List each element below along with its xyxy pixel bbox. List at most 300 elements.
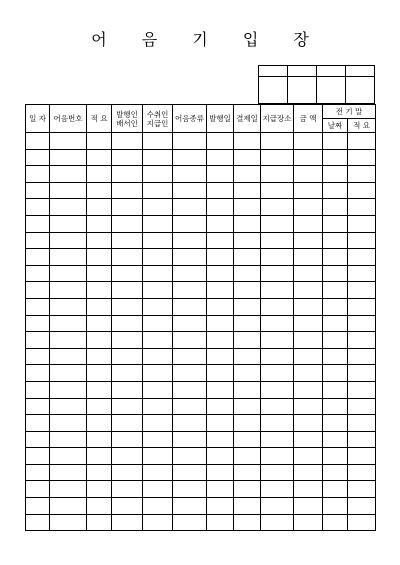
table-cell[interactable]	[234, 448, 261, 465]
table-cell[interactable]	[112, 514, 143, 531]
table-cell[interactable]	[348, 133, 376, 150]
table-cell[interactable]	[323, 514, 348, 531]
table-cell[interactable]	[261, 365, 294, 382]
table-cell[interactable]	[173, 182, 207, 199]
table-cell[interactable]	[173, 381, 207, 398]
table-cell[interactable]	[207, 182, 234, 199]
table-cell[interactable]	[323, 282, 348, 299]
table-cell[interactable]	[207, 215, 234, 232]
table-cell[interactable]	[261, 381, 294, 398]
table-cell[interactable]	[348, 332, 376, 349]
table-cell[interactable]	[348, 514, 376, 531]
table-cell[interactable]	[234, 514, 261, 531]
table-cell[interactable]	[261, 348, 294, 365]
table-cell[interactable]	[294, 282, 323, 299]
table-cell[interactable]	[50, 415, 87, 432]
table-cell[interactable]	[207, 282, 234, 299]
table-cell[interactable]	[26, 265, 50, 282]
table-cell[interactable]	[294, 398, 323, 415]
table-cell[interactable]	[234, 315, 261, 332]
table-cell[interactable]	[50, 514, 87, 531]
table-cell[interactable]	[323, 498, 348, 515]
table-cell[interactable]	[87, 298, 112, 315]
table-cell[interactable]	[294, 481, 323, 498]
table-cell[interactable]	[143, 149, 173, 166]
table-cell[interactable]	[112, 415, 143, 432]
table-cell[interactable]	[50, 431, 87, 448]
table-cell[interactable]	[50, 332, 87, 349]
table-cell[interactable]	[173, 199, 207, 216]
table-cell[interactable]	[112, 133, 143, 150]
table-cell[interactable]	[143, 498, 173, 515]
table-cell[interactable]	[50, 398, 87, 415]
table-cell[interactable]	[207, 365, 234, 382]
table-cell[interactable]	[261, 265, 294, 282]
table-cell[interactable]	[143, 448, 173, 465]
table-cell[interactable]	[207, 498, 234, 515]
table-cell[interactable]	[26, 182, 50, 199]
table-cell[interactable]	[112, 249, 143, 266]
table-cell[interactable]	[234, 166, 261, 183]
table-cell[interactable]	[348, 265, 376, 282]
table-row	[26, 315, 376, 332]
table-cell[interactable]	[143, 282, 173, 299]
table-cell[interactable]	[26, 381, 50, 398]
table-cell[interactable]	[261, 464, 294, 481]
table-cell[interactable]	[87, 448, 112, 465]
table-cell[interactable]	[173, 298, 207, 315]
table-cell[interactable]	[294, 448, 323, 465]
table-cell[interactable]	[294, 215, 323, 232]
table-cell[interactable]	[323, 265, 348, 282]
table-cell[interactable]	[261, 215, 294, 232]
table-cell[interactable]	[26, 365, 50, 382]
table-cell[interactable]	[26, 431, 50, 448]
table-cell[interactable]	[294, 182, 323, 199]
approval-cell[interactable]	[317, 77, 346, 104]
table-cell[interactable]	[207, 481, 234, 498]
table-cell[interactable]	[143, 481, 173, 498]
table-cell[interactable]	[348, 199, 376, 216]
table-cell[interactable]	[26, 249, 50, 266]
table-cell[interactable]	[26, 315, 50, 332]
table-cell[interactable]	[112, 199, 143, 216]
table-cell[interactable]	[143, 298, 173, 315]
table-cell[interactable]	[26, 398, 50, 415]
table-cell[interactable]	[323, 199, 348, 216]
table-cell[interactable]	[173, 431, 207, 448]
table-cell[interactable]	[173, 481, 207, 498]
table-cell[interactable]	[261, 498, 294, 515]
table-cell[interactable]	[294, 133, 323, 150]
table-cell[interactable]	[207, 232, 234, 249]
table-cell[interactable]	[87, 415, 112, 432]
table-cell[interactable]	[87, 332, 112, 349]
table-cell[interactable]	[173, 232, 207, 249]
table-cell[interactable]	[234, 481, 261, 498]
table-cell[interactable]	[143, 381, 173, 398]
table-cell[interactable]	[26, 199, 50, 216]
table-cell[interactable]	[261, 315, 294, 332]
table-cell[interactable]	[112, 464, 143, 481]
table-cell[interactable]	[261, 133, 294, 150]
table-cell[interactable]	[294, 249, 323, 266]
table-cell[interactable]	[87, 481, 112, 498]
table-cell[interactable]	[234, 282, 261, 299]
table-cell[interactable]	[323, 332, 348, 349]
table-cell[interactable]	[143, 315, 173, 332]
table-cell[interactable]	[323, 182, 348, 199]
table-cell[interactable]	[143, 514, 173, 531]
table-cell[interactable]	[112, 265, 143, 282]
table-cell[interactable]	[87, 265, 112, 282]
table-cell[interactable]	[348, 381, 376, 398]
table-cell[interactable]	[143, 232, 173, 249]
table-cell[interactable]	[207, 166, 234, 183]
approval-cell[interactable]	[346, 66, 375, 77]
table-cell[interactable]	[87, 232, 112, 249]
table-cell[interactable]	[173, 514, 207, 531]
table-cell[interactable]	[143, 348, 173, 365]
table-cell[interactable]	[112, 215, 143, 232]
table-cell[interactable]	[87, 215, 112, 232]
table-cell[interactable]	[112, 381, 143, 398]
table-cell[interactable]	[234, 215, 261, 232]
table-cell[interactable]	[112, 398, 143, 415]
table-cell[interactable]	[26, 332, 50, 349]
table-cell[interactable]	[87, 199, 112, 216]
table-cell[interactable]	[323, 215, 348, 232]
table-cell[interactable]	[87, 149, 112, 166]
table-cell[interactable]	[50, 282, 87, 299]
table-cell[interactable]	[294, 232, 323, 249]
table-cell[interactable]	[323, 398, 348, 415]
table-cell[interactable]	[26, 215, 50, 232]
table-cell[interactable]	[234, 398, 261, 415]
table-cell[interactable]	[348, 315, 376, 332]
table-row	[26, 133, 376, 150]
table-cell[interactable]	[50, 182, 87, 199]
table-cell[interactable]	[50, 149, 87, 166]
table-cell[interactable]	[112, 481, 143, 498]
table-cell[interactable]	[234, 182, 261, 199]
table-cell[interactable]	[26, 298, 50, 315]
table-cell[interactable]	[173, 448, 207, 465]
table-cell[interactable]	[261, 431, 294, 448]
table-cell[interactable]	[143, 415, 173, 432]
table-cell[interactable]	[323, 298, 348, 315]
table-cell[interactable]	[26, 149, 50, 166]
table-cell[interactable]	[50, 199, 87, 216]
table-cell[interactable]	[50, 348, 87, 365]
table-cell[interactable]	[87, 464, 112, 481]
table-cell[interactable]	[207, 448, 234, 465]
table-cell[interactable]	[348, 282, 376, 299]
approval-cell[interactable]	[346, 77, 375, 104]
table-cell[interactable]	[143, 265, 173, 282]
table-cell[interactable]	[348, 232, 376, 249]
approval-cell[interactable]	[259, 77, 288, 104]
table-cell[interactable]	[87, 365, 112, 382]
table-cell[interactable]	[323, 448, 348, 465]
table-cell[interactable]	[26, 232, 50, 249]
table-cell[interactable]	[323, 232, 348, 249]
table-cell[interactable]	[348, 431, 376, 448]
table-cell[interactable]	[261, 514, 294, 531]
table-cell[interactable]	[234, 381, 261, 398]
table-cell[interactable]	[348, 182, 376, 199]
table-cell[interactable]	[26, 514, 50, 531]
table-cell[interactable]	[294, 431, 323, 448]
table-cell[interactable]	[87, 348, 112, 365]
table-cell[interactable]	[323, 315, 348, 332]
table-cell[interactable]	[234, 332, 261, 349]
table-cell[interactable]	[294, 514, 323, 531]
table-cell[interactable]	[173, 332, 207, 349]
table-cell[interactable]	[348, 298, 376, 315]
table-cell[interactable]	[143, 166, 173, 183]
table-cell[interactable]	[323, 431, 348, 448]
table-cell[interactable]	[294, 348, 323, 365]
table-cell[interactable]	[323, 166, 348, 183]
table-cell[interactable]	[261, 232, 294, 249]
table-cell[interactable]	[207, 298, 234, 315]
table-cell[interactable]	[26, 133, 50, 150]
table-cell[interactable]	[87, 514, 112, 531]
table-cell[interactable]	[294, 464, 323, 481]
table-cell[interactable]	[173, 215, 207, 232]
table-cell[interactable]	[50, 464, 87, 481]
table-cell[interactable]	[143, 133, 173, 150]
approval-cell[interactable]	[317, 66, 346, 77]
table-cell[interactable]	[348, 464, 376, 481]
table-cell[interactable]	[87, 431, 112, 448]
table-cell[interactable]	[173, 315, 207, 332]
table-cell[interactable]	[173, 415, 207, 432]
table-cell[interactable]	[294, 265, 323, 282]
table-cell[interactable]	[294, 315, 323, 332]
table-cell[interactable]	[261, 415, 294, 432]
table-cell[interactable]	[234, 199, 261, 216]
table-cell[interactable]	[173, 149, 207, 166]
table-cell[interactable]	[294, 166, 323, 183]
table-cell[interactable]	[143, 215, 173, 232]
table-cell[interactable]	[261, 149, 294, 166]
table-cell[interactable]	[348, 498, 376, 515]
table-cell[interactable]	[261, 182, 294, 199]
table-cell[interactable]	[323, 481, 348, 498]
table-cell[interactable]	[87, 249, 112, 266]
approval-cell[interactable]	[288, 66, 317, 77]
table-cell[interactable]	[143, 249, 173, 266]
table-cell[interactable]	[234, 298, 261, 315]
table-cell[interactable]	[261, 481, 294, 498]
table-cell[interactable]	[348, 166, 376, 183]
table-cell[interactable]	[50, 166, 87, 183]
table-cell[interactable]	[207, 249, 234, 266]
table-cell[interactable]	[173, 348, 207, 365]
table-cell[interactable]	[323, 464, 348, 481]
table-cell[interactable]	[234, 365, 261, 382]
table-cell[interactable]	[348, 215, 376, 232]
table-cell[interactable]	[207, 133, 234, 150]
table-cell[interactable]	[50, 249, 87, 266]
table-cell[interactable]	[294, 498, 323, 515]
table-cell[interactable]	[294, 415, 323, 432]
table-cell[interactable]	[207, 464, 234, 481]
table-cell[interactable]	[87, 133, 112, 150]
table-cell[interactable]	[112, 282, 143, 299]
table-cell[interactable]	[143, 332, 173, 349]
table-cell[interactable]	[143, 182, 173, 199]
table-row	[26, 332, 376, 349]
table-cell[interactable]	[173, 365, 207, 382]
table-cell[interactable]	[294, 199, 323, 216]
table-cell[interactable]	[87, 282, 112, 299]
table-cell[interactable]	[348, 365, 376, 382]
table-cell[interactable]	[173, 398, 207, 415]
approval-cell[interactable]	[288, 77, 317, 104]
table-cell[interactable]	[173, 464, 207, 481]
table-cell[interactable]	[323, 365, 348, 382]
table-cell[interactable]	[207, 381, 234, 398]
table-cell[interactable]	[143, 464, 173, 481]
table-cell[interactable]	[26, 498, 50, 515]
table-cell[interactable]	[26, 282, 50, 299]
table-cell[interactable]	[323, 249, 348, 266]
table-cell[interactable]	[112, 498, 143, 515]
table-cell[interactable]	[112, 149, 143, 166]
table-cell[interactable]	[207, 514, 234, 531]
table-cell[interactable]	[50, 265, 87, 282]
table-cell[interactable]	[261, 282, 294, 299]
table-cell[interactable]	[234, 348, 261, 365]
table-cell[interactable]	[112, 448, 143, 465]
table-cell[interactable]	[261, 332, 294, 349]
table-cell[interactable]	[234, 149, 261, 166]
table-cell[interactable]	[50, 365, 87, 382]
table-cell[interactable]	[207, 332, 234, 349]
table-cell[interactable]	[348, 149, 376, 166]
table-cell[interactable]	[143, 199, 173, 216]
table-cell[interactable]	[261, 249, 294, 266]
table-cell[interactable]	[143, 431, 173, 448]
table-cell[interactable]	[87, 398, 112, 415]
table-cell[interactable]	[112, 315, 143, 332]
table-cell[interactable]	[207, 199, 234, 216]
table-cell[interactable]	[26, 448, 50, 465]
table-cell[interactable]	[50, 481, 87, 498]
table-cell[interactable]	[50, 448, 87, 465]
table-cell[interactable]	[173, 498, 207, 515]
table-cell[interactable]	[50, 381, 87, 398]
table-cell[interactable]	[207, 265, 234, 282]
table-cell[interactable]	[207, 315, 234, 332]
approval-cell[interactable]	[259, 66, 288, 77]
table-cell[interactable]	[50, 298, 87, 315]
table-cell[interactable]	[87, 498, 112, 515]
table-cell[interactable]	[207, 348, 234, 365]
table-cell[interactable]	[112, 365, 143, 382]
table-cell[interactable]	[50, 215, 87, 232]
table-cell[interactable]	[173, 133, 207, 150]
table-cell[interactable]	[348, 448, 376, 465]
table-cell[interactable]	[323, 415, 348, 432]
table-cell[interactable]	[26, 481, 50, 498]
table-cell[interactable]	[207, 398, 234, 415]
table-cell[interactable]	[323, 149, 348, 166]
table-cell[interactable]	[112, 348, 143, 365]
table-cell[interactable]	[207, 149, 234, 166]
table-cell[interactable]	[234, 133, 261, 150]
table-cell[interactable]	[348, 398, 376, 415]
table-cell[interactable]	[112, 298, 143, 315]
table-cell[interactable]	[173, 249, 207, 266]
table-cell[interactable]	[234, 415, 261, 432]
table-cell[interactable]	[234, 498, 261, 515]
table-cell[interactable]	[261, 398, 294, 415]
table-cell[interactable]	[50, 315, 87, 332]
table-cell[interactable]	[261, 298, 294, 315]
table-cell[interactable]	[234, 464, 261, 481]
table-cell[interactable]	[294, 381, 323, 398]
table-cell[interactable]	[26, 166, 50, 183]
table-cell[interactable]	[26, 348, 50, 365]
table-cell[interactable]	[143, 365, 173, 382]
table-cell[interactable]	[261, 166, 294, 183]
table-cell[interactable]	[348, 415, 376, 432]
table-cell[interactable]	[87, 315, 112, 332]
table-cell[interactable]	[112, 332, 143, 349]
table-cell[interactable]	[26, 464, 50, 481]
table-cell[interactable]	[348, 348, 376, 365]
table-cell[interactable]	[173, 282, 207, 299]
table-cell[interactable]	[207, 415, 234, 432]
table-cell[interactable]	[294, 332, 323, 349]
table-cell[interactable]	[50, 498, 87, 515]
table-cell[interactable]	[50, 232, 87, 249]
table-cell[interactable]	[112, 166, 143, 183]
table-cell[interactable]	[294, 365, 323, 382]
table-cell[interactable]	[323, 133, 348, 150]
table-cell[interactable]	[50, 133, 87, 150]
table-cell[interactable]	[112, 182, 143, 199]
table-cell[interactable]	[87, 381, 112, 398]
table-cell[interactable]	[87, 166, 112, 183]
table-cell[interactable]	[87, 182, 112, 199]
table-cell[interactable]	[173, 265, 207, 282]
table-cell[interactable]	[234, 265, 261, 282]
table-cell[interactable]	[234, 249, 261, 266]
table-cell[interactable]	[294, 149, 323, 166]
table-cell[interactable]	[348, 481, 376, 498]
table-cell[interactable]	[234, 431, 261, 448]
table-cell[interactable]	[173, 166, 207, 183]
table-cell[interactable]	[112, 232, 143, 249]
table-cell[interactable]	[348, 249, 376, 266]
table-cell[interactable]	[26, 415, 50, 432]
table-cell[interactable]	[323, 381, 348, 398]
table-cell[interactable]	[143, 398, 173, 415]
table-cell[interactable]	[261, 448, 294, 465]
table-cell[interactable]	[261, 199, 294, 216]
table-cell[interactable]	[294, 298, 323, 315]
table-cell[interactable]	[112, 431, 143, 448]
table-cell[interactable]	[323, 348, 348, 365]
col-completion-summary: 적 요	[348, 119, 376, 133]
table-cell[interactable]	[234, 232, 261, 249]
table-cell[interactable]	[207, 431, 234, 448]
